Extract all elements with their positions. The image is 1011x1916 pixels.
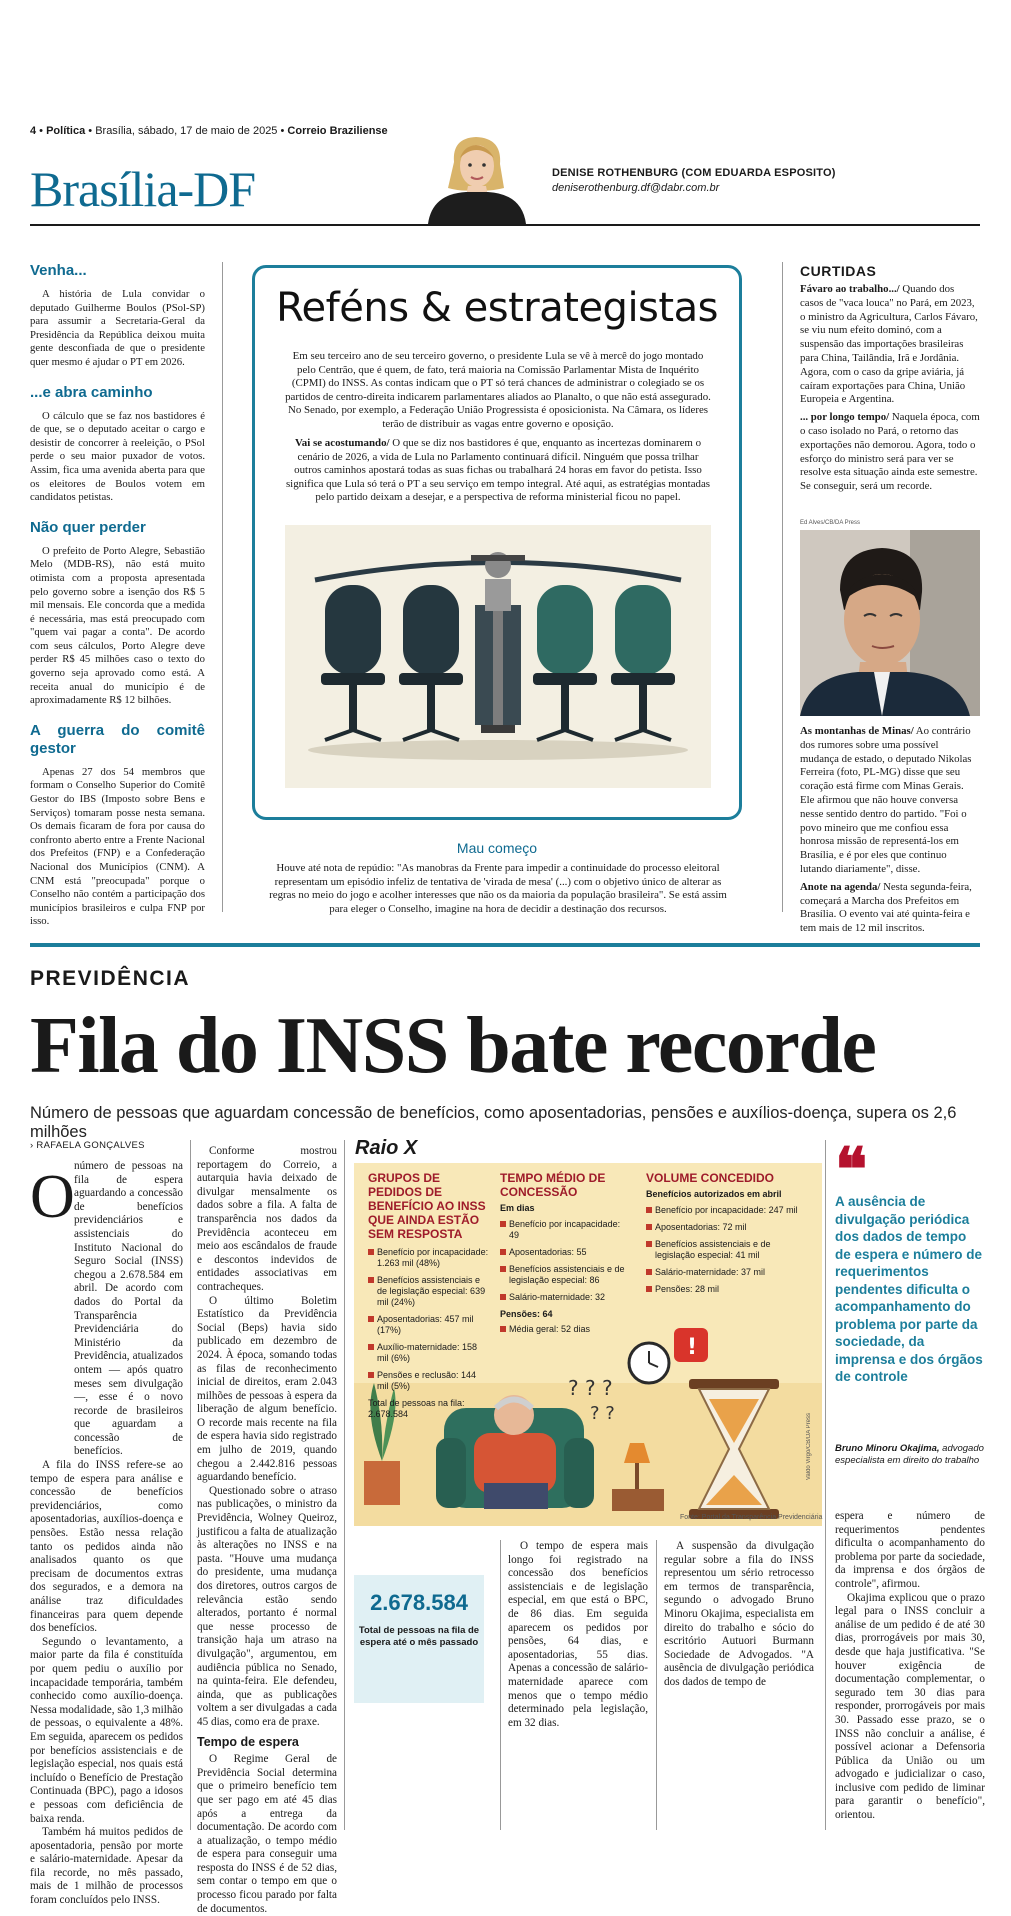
raiox-item: Benefícios assistenciais e de legislação especial: 41 mil — [646, 1239, 810, 1261]
section-label: Política — [46, 125, 86, 137]
story-paragraph: Conforme mostrou reportagem do Correio, a autarquia havia deixado de divulgar mensalmente os dados sobre a fila. A falta de transparência nos dados da Previdência aconteceu em meio aos escândalos de fraude e descontos indevidos de entidades associativas em contracheques. — [197, 1145, 337, 1293]
section-title: Brasília-DF — [30, 161, 256, 217]
raiox-group-title: TEMPO MÉDIO DE CONCESSÃO — [500, 1171, 606, 1199]
note-heading: Venha... — [30, 262, 87, 279]
illustration-credit: Valdo Virgo/CB/DA Press — [806, 1413, 812, 1481]
story-subhead: Número de pessoas que aguardam concessão de benefícios, como aposentadorias, pensões e auxílios-doença, supera os 2,6 milhões — [30, 1104, 957, 1141]
curtida-item: Anote na agenda/ Nesta segunda-feira, começará a Marcha dos Prefeitos em Brasília. O evento vai até quinta-feira e tem mais de 12 mil inscritos. — [800, 880, 972, 935]
drop-cap: O — [30, 1163, 75, 1231]
deputy-photo — [800, 530, 980, 716]
left-column — [30, 262, 205, 929]
raiox-subtitle: Em dias — [500, 1203, 535, 1213]
newspaper-name: Correio Braziliense — [287, 125, 388, 137]
curtidas-notes — [800, 283, 980, 494]
story-headline: Fila do INSS bate recorde — [30, 1002, 876, 1090]
svg-text:? ? ?: ? ? ? — [568, 1376, 613, 1400]
subsection-text: Houve até nota de repúdio: "As manobras da Frente para impedir a continuidade do processo eleitoral representam um episódio infeliz de tentativa de 'virada de mesa' (...) com o objetivo único de alterar as regras no meio do jogo e acolher interesses que não os da maioria da população brasileira". Se está assim para eleger o Conselho, imagine na hora de decidir a destinação dos recursos. — [269, 862, 727, 915]
raiox-item: Benefícios assistenciais e de legislação especial: 639 mil (24%) — [368, 1275, 490, 1308]
highlight-number: 2.678.584 — [370, 1590, 468, 1615]
story-paragraph: A fila do INSS refere-se ao tempo de espera para análise e concessão de benefícios previdenciários, como aposentadorias, auxílios-doença e pensões. Estão nessa relação tanto os pedidos ainda não analisados quanto os que precisam de documentos extras dos segurados, e a demora na análise traz dificuldades financeiras para quem depende dos benefícios. — [30, 1459, 183, 1635]
story-paragraph: O Regime Geral de Previdência Social determina que o primeiro benefício tem que ser pago em até 45 dias após a entrega da documentação. De acordo com a atualização, o tempo médio de espera para conseguir uma resposta do INSS é de 52 dias, sem contar o tempo em que o processo ficou parado por falta de documentos. — [197, 1753, 337, 1915]
quote-author: Bruno Minoru Okajima, — [835, 1443, 940, 1454]
note-heading: ...e abra caminho — [30, 383, 153, 401]
curtida-item: As montanhas de Minas/ Ao contrário dos rumores sobre uma possível mudança de estado, o deputado Nikolas Ferreira (foto, PL-MG) disse que seu coração está firme com Minas Gerais. Ele afirmou que não houve conversa nesse sentido dentro do partido. "Foi o povo mineiro que me confiou essa honrosa missão de representá-los em Brasília, e é por eles que continuo lutando diariamente", disse. — [800, 725, 972, 875]
raiox-item: Benefício por incapacidade: 1.263 mil (48%) — [368, 1247, 490, 1269]
raiox-item: Salário-maternidade: 32 — [500, 1292, 630, 1303]
story-paragraph: O último Boletim Estatístico da Previdência Social (Beps) havia sido publicado em dezembro de 2024. À época, somando todas as filas de reconhecimento inicial de direitos, eram 2.043 milhões de pessoas à espera da liberação de algum benefício. O recorde mais recente na fila de espera havia sido registrado em julho de 2019, quando chegou a 2.442.816 pessoas aguardando benefício. — [197, 1294, 337, 1484]
story-paragraph: espera e número de requerimentos pendentes dificulta o acompanhamento do problema por parte da sociedade, da imprensa e dos órgãos de controle", afirmou. — [835, 1510, 985, 1590]
story-column-1 — [30, 1160, 183, 1908]
note-heading: Não quer perder — [30, 518, 146, 536]
paragraph-lead: Vai se acostumando/ — [294, 437, 390, 449]
raiox-group-volume — [646, 1171, 810, 1301]
page-number: 4 — [30, 125, 37, 137]
raiox-pensoes: Pensões: 64 — [500, 1309, 553, 1319]
highlight-label: Total de pessoas na fila de espera até o mês passado — [358, 1625, 480, 1648]
story-column-3 — [508, 1540, 648, 1730]
raiox-item: Média geral: 52 dias — [500, 1324, 630, 1335]
quote-author-role: advogado especialista em direito do trabalho — [835, 1443, 984, 1466]
story-subheading: Tempo de espera — [197, 1734, 299, 1749]
header-rule — [30, 224, 980, 226]
svg-text:!: ! — [687, 1335, 698, 1360]
raiox-item: Aposentadorias: 55 — [500, 1247, 630, 1258]
curtida-item: ... por longo tempo/ Naquela época, com o caso isolado no Pará, o retorno das exportações não demorou. Agora, todo o esforço do ministro será para ver se resolve esta situação ainda este semestre. Se conseguir, será um recorde. — [800, 411, 980, 493]
raiox-group-title: VOLUME CONCEDIDO — [646, 1171, 775, 1185]
story-paragraph: Segundo o levantamento, a maior parte da fila é constituída por quem pediu o auxílio por incapacidade temporária, também conhecido como auxílio-doença. Nessa modalidade, são 1,3 milhão de pessoas, o equivalente a 48%. Em seguida, aparecem os pedidos por benefícios assistenciais e de legislação especial, nos quais está incluído o Benefício de Prestação Continuada (BPC), pago a idosos e pessoas com deficiência de baixa renda. — [30, 1635, 183, 1825]
raiox-item: Benefícios assistenciais e de legislação especial: 86 — [500, 1264, 630, 1286]
story-paragraph: Também há muitos pedidos de aposentadoria, pensão por morte e salário-maternidade. Apesar da fila recorde, no mês passado, mais de 1 milhão de processos foram concluídos pelo INSS. — [30, 1826, 183, 1907]
page-header: 4 • Política • Brasília, sábado, 17 de maio de 2025 • Correio Braziliense — [30, 125, 388, 137]
raiox-subtitle: Benefícios autorizados em abril — [646, 1189, 782, 1199]
story-paragraph: Okajima explicou que o prazo legal para o INSS concluir a análise de um pedido é de até 30 dias, prorrogáveis por mais 30, desde que haja justificativa. "Se houver exigência de documentação complementar, o segurado tem 30 dias para responder, prorrogáveis por mais 30. Passado esse prazo, se o INSS não concluir a análise, é possível acionar a Defensoria Pública da União ou um advogado e judicializar o caso, inclusive com pedido de liminar para garantir o benefício", orientou. — [835, 1591, 985, 1822]
raiox-item: Pensões e reclusão: 144 mil (5%) — [368, 1370, 490, 1392]
story-column-5 — [835, 1510, 985, 1823]
column-divider — [825, 1140, 826, 1830]
note-text: A história de Lula convidar o deputado Guilherme Boulos (PSol-SP) para assumir a Secretaria-Geral da Presidência da República deixou muita gente desconfiada de que o presidente quer mesmo é ajudar o PT em 2026. — [30, 288, 205, 368]
story-paragraph: O tempo de espera mais longo foi registrado na concessão dos benefícios assistenciais e de legislação especial, em que está o BPC, de 86 dias. Em seguida aparecem os pedidos por pensões, 64 dias, e aposentadorias, 55 dias. Apenas a concessão de salário-maternidade aparece com menos que o tempo médio determinado pela legislação, em 32 dias. — [508, 1540, 648, 1729]
raiox-item: Aposentadorias: 457 mil (17%) — [368, 1314, 490, 1336]
raiox-group-title: GRUPOS DE PEDIDOS DE BENEFÍCIO AO INSS QUE AINDA ESTÃO SEM RESPOSTA — [368, 1171, 486, 1241]
note-heading: A guerra do comitê gestor — [30, 721, 205, 757]
raiox-item: Benefício por incapacidade: 49 — [500, 1219, 630, 1241]
note-text: O cálculo que se faz nos bastidores é de que, se o deputado aceitar o cargo e desistir de concorrer à reeleição, o PSol perde o seu maior puxador de votos. Assim, fica uma avenida aberta para que os eleitores de Boulos votem em candidatos petistas. — [30, 409, 205, 504]
column-divider — [190, 1140, 191, 1830]
quote-attribution — [835, 1443, 985, 1467]
raiox-item: Aposentadorias: 72 mil — [646, 1222, 810, 1233]
raiox-item: Pensões: 28 mil — [646, 1284, 810, 1295]
column-divider — [222, 262, 223, 912]
columnist-portrait — [418, 132, 536, 224]
column-divider — [782, 262, 783, 912]
story-paragraph: número de pessoas na fila de espera aguardando a concessão de benefícios previdenciários e assistenciais do Instituto Nacional do Seguro Social (INSS) chegou a 2.678.584 em abril. De acordo com dados do Portal da Transparência Previdenciária do Ministério da Previdência, atualizados ontem — após quatro meses sem divulgação —, esse é o novo recorde de brasileiros que aguardam a concessão de benefícios. — [74, 1160, 183, 1458]
subsection-title: Mau começo — [456, 840, 538, 856]
editorial-title: Reféns & estrategistas — [276, 285, 718, 331]
raiox-total: Total de pessoas na fila: 2.678.584 — [368, 1398, 465, 1419]
editorial-paragraph: Em seu terceiro ano de seu terceiro governo, o presidente Lula se vê à mercê do jogo montado pelo Centrão, que é quem, de fato, terá maioria na Comissão Parlamentar Mista de Inquérito (CPMI) do INSS. As contas indicam que o PT só terá chances de administrar o colegiado se os partidos de centro-direita indicarem parlamentares aliados ao Planalto, o que não está assegurado. No Senado, por exemplo, a Federação União Progressista é oposicionista. Na Câmara, os líderes terão de distribuir as vagas entre governo e oposição. — [285, 350, 711, 430]
note-text: O prefeito de Porto Alegre, Sebastião Melo (MDB-RS), não está muito otimista com a proposta apresentada pelo governo sobre a isenção dos R$ 5 mil mensais. Ele concorda que a medida é necessária, mas está preocupado com "quem vai pagar a conta". De acordo com seus cálculos, Porto Alegre deve perder R$ 45 milhões caso o texto do governo seja aprovado como está. A receita anual do município é de aproximadamente R$ 12 bilhões. — [30, 544, 205, 707]
curtidas-title: CURTIDAS — [800, 263, 877, 279]
story-paragraph: Questionado sobre o atraso nas publicações, o ministro da Previdência, Wolney Queiroz, justificou a falta de atualização às alterações no INSS e na pasta. "Houve uma mudança do presidente, uma mudança dos diretores, outros cargos de relevância estão sendo alterados, portanto é normal que nesse processo de transição haja um atraso na divulgação", argumentou, em audiência pública no Senado, na quinta-feira. Ele defendeu, ainda, que as publicações voltem a ser divulgadas a cada 45 dias, como era de praxe. — [197, 1484, 337, 1728]
raiox-item: Auxílio-maternidade: 158 mil (6%) — [368, 1342, 490, 1364]
dateline: Brasília, sábado, 17 de maio de 2025 — [95, 125, 278, 137]
quote-icon: ❝ — [835, 1135, 868, 1205]
raiox-source: Fonte: Portal da Transparência Previdenciária — [680, 1514, 823, 1521]
editorial-cartoon — [285, 525, 711, 788]
curtida-item: Fávaro ao trabalho.../ Quando dos casos de "vaca louca" no Pará, em 2023, o ministro da Agricultura, Carlos Fávaro, se viu num efeito dominó, com a suspensão das importações brasileiras para China, Tailândia, Irã e Jordânia. Agora, com o caso da gripe aviária, já caíram exportações para China, União Europeia e Argentina. — [800, 283, 978, 406]
svg-text:? ?: ? ? — [590, 1403, 615, 1424]
columnist-name: DENISE ROTHENBURG (COM EDUARDA ESPOSITO) — [552, 167, 836, 179]
raiox-item: Benefício por incapacidade: 247 mil — [646, 1205, 810, 1216]
curtidas-notes-2 — [800, 725, 980, 936]
story-byline: › RAFAELA GONÇALVES — [30, 1140, 145, 1151]
column-divider — [656, 1540, 657, 1830]
story-paragraph: A suspensão da divulgação regular sobre a fila do INSS representou um sério retrocesso em termos de transparência, segundo o advogado Bruno Minoru Okajima, especialista em direito do trabalho e sócio do escritório Autuori Burmann Sociedade de Advogados. "A ausência de divulgação periódica dos dados de tempo de — [664, 1540, 814, 1688]
column-divider — [500, 1540, 501, 1830]
story-column-2 — [197, 1145, 337, 1916]
story-column-4 — [664, 1540, 814, 1690]
columnist-email[interactable]: deniserothenburg.df@dabr.com.br — [552, 182, 720, 194]
raiox-group-tempo — [500, 1171, 630, 1341]
raiox-infographic — [354, 1163, 822, 1526]
column-divider — [344, 1140, 345, 1830]
raiox-title: Raio X — [355, 1137, 418, 1159]
raiox-group-pedidos — [368, 1171, 490, 1420]
section-rule — [30, 943, 980, 947]
raiox-item: Salário-maternidade: 37 mil — [646, 1267, 810, 1278]
pull-quote: A ausência de divulgação periódica dos dados de tempo de espera e número de requerimentos pendentes dificulta o acompanhamento do problema por parte da sociedade, da imprensa e dos órgãos de controle — [835, 1194, 983, 1384]
editorial-paragraph: Vai se acostumando/ O que se diz nos bastidores é que, enquanto as incertezas dominarem o cenário de 2026, a vida de Lula no Parlamento continuará difícil. Ninguém que possa trilhar outros caminhos apostará todas as suas fichas ou trabalhará 24 horas em favor do petista. Isso significa que Lula só terá o PT a seu serviço em tempo integral. Até aqui, as estratégias montadas pelo partido deixam a desejar, e a perspectiva de reforma ministerial ficou no papel. — [285, 437, 711, 504]
photo-credit: Ed Alves/CB/DA Press — [800, 520, 861, 526]
note-text: Apenas 27 dos 54 membros que formam o Conselho Superior do Comitê Gestor do IBS (Imposto sobre Bens e Serviços) tomaram posse nesta semana. Os demais ficaram de fora por causa do confronto aberto entre a Frente Nacional dos Prefeitos (FNP) e a Confederação Nacional dos Municípios (CNM). A CNM está "preocupada" porque o Conselho não contém a participação dos municípios brasileiros e culpa FNP por isso. — [30, 765, 205, 928]
story-kicker: PREVIDÊNCIA — [30, 967, 191, 990]
